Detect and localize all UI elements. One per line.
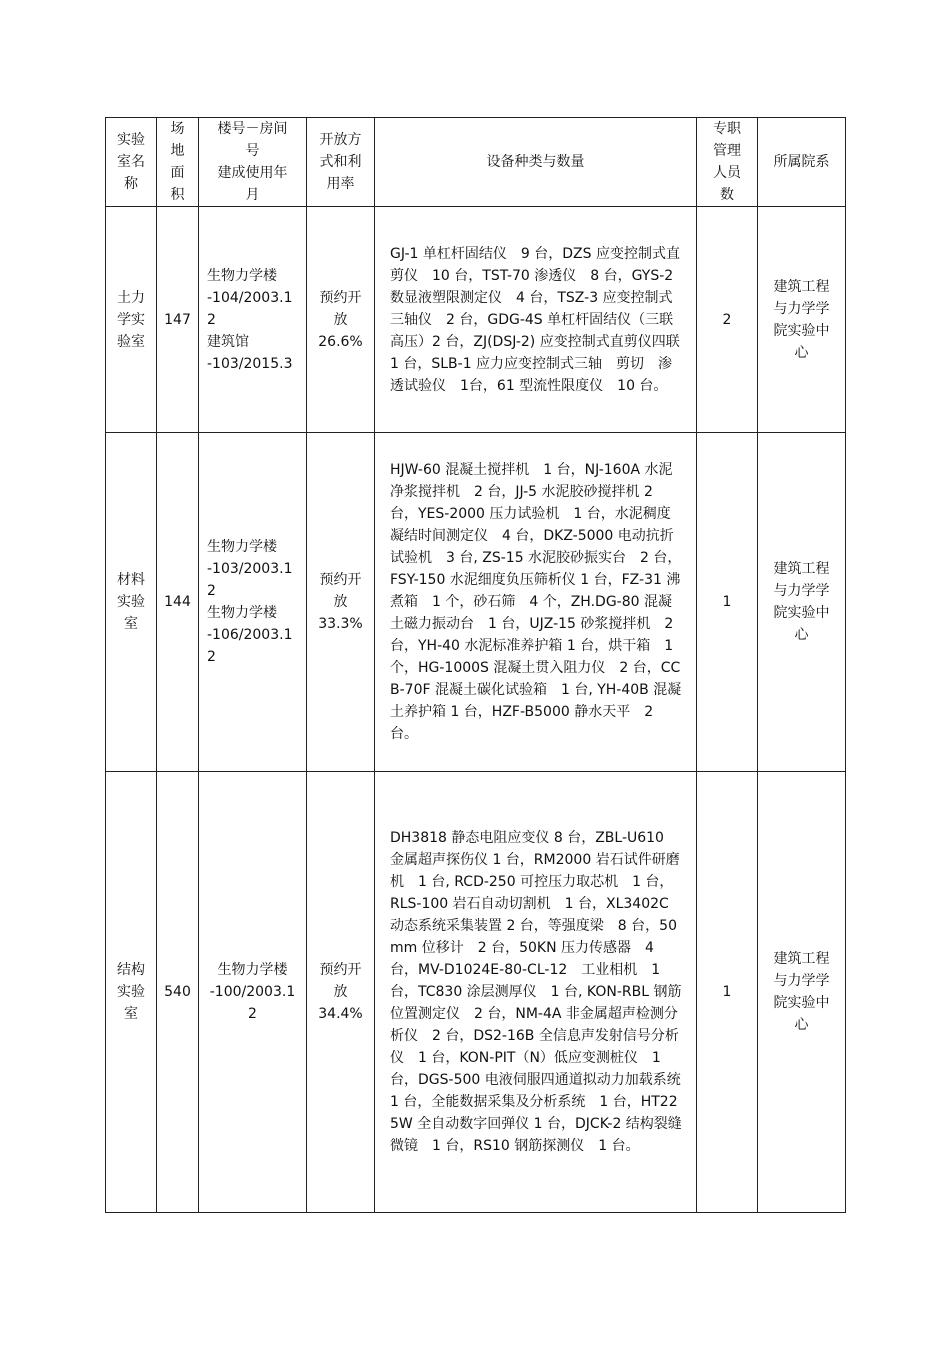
header-building-room: 楼号－房间 号 建成使用年 月 (199, 118, 307, 207)
lab-name: 材料 实验 室 (106, 433, 157, 772)
header-equipment: 设备种类与数量 (375, 118, 697, 207)
equipment-list: GJ-1 单杠杆固结仪 9 台，DZS 应变控制式直剪仪 10 台，TST-70 渗透仪 8 台，GYS-2 数显液塑限测定仪 4 台，TSZ-3 应变控制式三轴仪 2 台，GDG-4S 单杠杆固结仪（三联高压）2 台，ZJ(DSJ-2) 应变控制式直剪仪四联 1 台，SLB-1 应力应变控制式三轴 剪切 渗透试验仪 1台，61 型流性限度仪 10 台。 (375, 207, 697, 433)
staff-count: 1 (697, 772, 758, 1213)
open-rate: 预约开 放 26.6% (307, 207, 375, 433)
lab-equipment-table (105, 117, 846, 1213)
open-rate: 预约开 放 34.4% (307, 772, 375, 1213)
department: 建筑工程 与力学学 院实验中 心 (758, 772, 846, 1213)
header-area: 场 地 面 积 (157, 118, 199, 207)
staff-count: 2 (697, 207, 758, 433)
lab-area: 147 (157, 207, 199, 433)
building-room: 生物力学楼 -103/2003.1 2 生物力学楼 -106/2003.1 2 (199, 433, 307, 772)
header-row (106, 118, 846, 207)
table-row (106, 433, 846, 772)
lab-area: 144 (157, 433, 199, 772)
header-open-mode: 开放方 式和利 用率 (307, 118, 375, 207)
department: 建筑工程 与力学学 院实验中 心 (758, 433, 846, 772)
table-row (106, 772, 846, 1213)
lab-name: 土力 学实 验室 (106, 207, 157, 433)
building-room: 生物力学楼 -104/2003.1 2 建筑馆 -103/2015.3 (199, 207, 307, 433)
equipment-list: HJW-60 混凝土搅拌机 1 台，NJ-160A 水泥净浆搅拌机 2 台，JJ-5 水泥胶砂搅拌机 2 台，YES-2000 压力试验机 1 台，水泥稠度凝结时间测定仪 4 台，DKZ-5000 电动抗折试验机 3 台, ZS-15 水泥胶砂振实台 2 台，FSY-150 水泥细度负压筛析仪 1 台，FZ-31 沸煮箱 1 个，砂石筛 4 个，ZH.DG-80 混凝土磁力振动台 1 台，UJZ-15 砂浆搅拌机 2 台，YH-40 水泥标准养护箱 1 台，烘干箱 1 个，HG-1000S 混凝土贯入阻力仪 2 台，CCB-70F 混凝土碳化试验箱 1 台, YH-40B 混凝土养护箱 1 台，HZF-B5000 静水天平 2 台。 (375, 433, 697, 772)
table-row (106, 207, 846, 433)
open-rate: 预约开 放 33.3% (307, 433, 375, 772)
header-staff: 专职 管理 人员 数 (697, 118, 758, 207)
staff-count: 1 (697, 433, 758, 772)
header-department: 所属院系 (758, 118, 846, 207)
department: 建筑工程 与力学学 院实验中 心 (758, 207, 846, 433)
lab-area: 540 (157, 772, 199, 1213)
building-room: 生物力学楼 -100/2003.1 2 (199, 772, 307, 1213)
header-lab-name: 实验 室名 称 (106, 118, 157, 207)
equipment-list: DH3818 静态电阻应变仪 8 台，ZBL-U610 金属超声探伤仪 1 台，RM2000 岩石试件研磨机 1 台, RCD-250 可控压力取芯机 1 台，RLS-100 岩石自动切割机 1 台，XL3402C 动态系统采集装置 2 台，等强度梁 8 台，50mm 位移计 2 台，50KN 压力传感器 4 台，MV-D1024E-80-CL-12 工业相机 1 台，TC830 涂层测厚仪 1 台, KON-RBL 钢筋位置测定仪 2 台，NM-4A 非金属超声检测分析仪 2 台，DS2-16B 全信息声发射信号分析仪 1 台，KON-PIT（N）低应变测桩仪 1 台，DGS-500 电液伺服四通道拟动力加载系统 1 台，全能数据采集及分析系统 1 台，HT225W 全自动数字回弹仪 1 台，DJCK-2 结构裂缝微镜 1 台，RS10 钢筋探测仪 1 台。 (375, 772, 697, 1213)
lab-name: 结构 实验 室 (106, 772, 157, 1213)
